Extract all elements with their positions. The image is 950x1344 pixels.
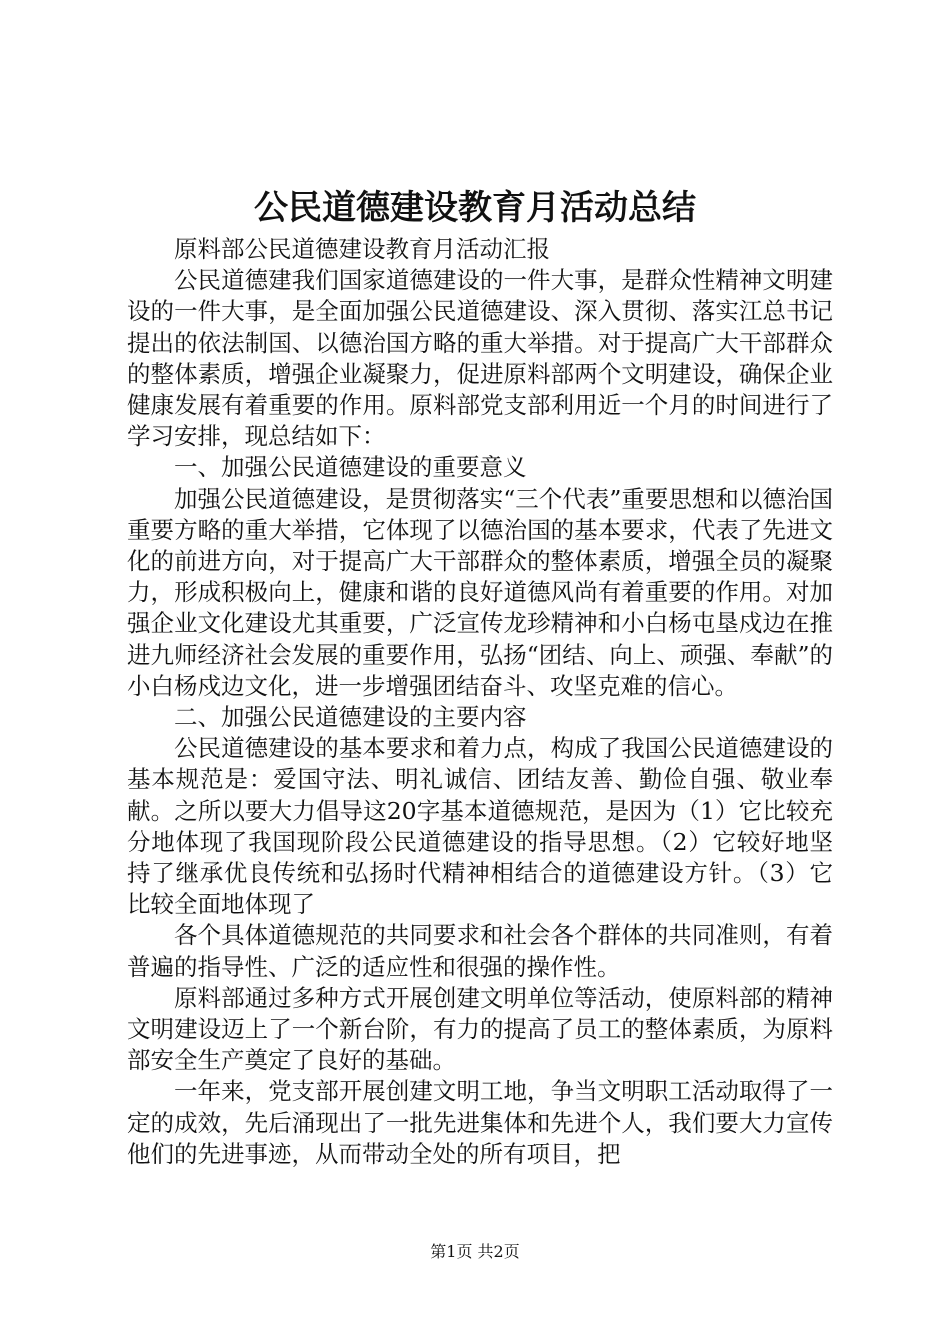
section-2-continuation: 各个具体道德规范的共同要求和社会各个群体的共同准则，有着普遍的指导性、广泛的适应性和很强的操作性。 (127, 921, 833, 981)
document-body (127, 234, 833, 1170)
section-2-paragraph: 公民道德建设的基本要求和着力点，构成了我国公民道德建设的基本规范是：爱国守法、明礼诚信、团结友善、勤俭自强、敬业奉献。之所以要大力倡导这20字基本道德规范，是因为（1）它比较充分地体现了我国现阶段公民道德建设的指导思想。（2）它较好地坚持了继承优良传统和弘扬时代精神相结合的道德建设方针。（3）它比较全面地体现了 (127, 734, 833, 919)
section-1-paragraph: 加强公民道德建设，是贯彻落实“三个代表”重要思想和以德治国重要方略的重大举措，它体现了以德治国的基本要求，代表了先进文化的前进方向，对于提高广大干部群众的整体素质，增强全员的凝聚力，形成积极向上，健康和谐的良好道德风尚有着重要的作用。对加强企业文化建设尤其重要，广泛宣传龙珍精神和小白杨屯垦戍边在推进九师经济社会发展的重要作用，弘扬“团结、向上、顽强、奉献”的小白杨戍边文化，进一步增强团结奋斗、攻坚克难的信心。 (127, 484, 833, 700)
results-paragraph: 一年来，党支部开展创建文明工地，争当文明职工活动取得了一定的成效，先后涌现出了一批先进集体和先进个人，我们要大力宣传他们的先进事迹，从而带动全处的所有项目，把 (127, 1077, 833, 1168)
section-heading-2: 二、加强公民道德建设的主要内容 (174, 703, 527, 732)
page-number: 第1页 共2页 (430, 1242, 520, 1261)
subtitle-paragraph: 原料部公民道德建设教育月活动汇报 (174, 235, 550, 263)
intro-paragraph: 公民道德建我们国家道德建设的一件大事，是群众性精神文明建设的一件大事，是全面加强公民道德建设、深入贯彻、落实江总书记提出的依法制国、以德治国方略的重大举措。对于提高广大干部群众的整体素质，增强企业凝聚力，促进原料部两个文明建设，确保企业健康发展有着重要的作用。原料部党支部利用近一个月的时间进行了学习安排，现总结如下： (127, 266, 833, 451)
section-heading-1: 一、加强公民道德建设的重要意义 (174, 453, 527, 482)
activity-paragraph: 原料部通过多种方式开展创建文明单位等活动，使原料部的精神文明建设迈上了一个新台阶，有力的提高了员工的整体素质，为原料部安全生产奠定了良好的基础。 (127, 983, 833, 1075)
document-title: 公民道德建设教育月活动总结 (254, 188, 696, 228)
